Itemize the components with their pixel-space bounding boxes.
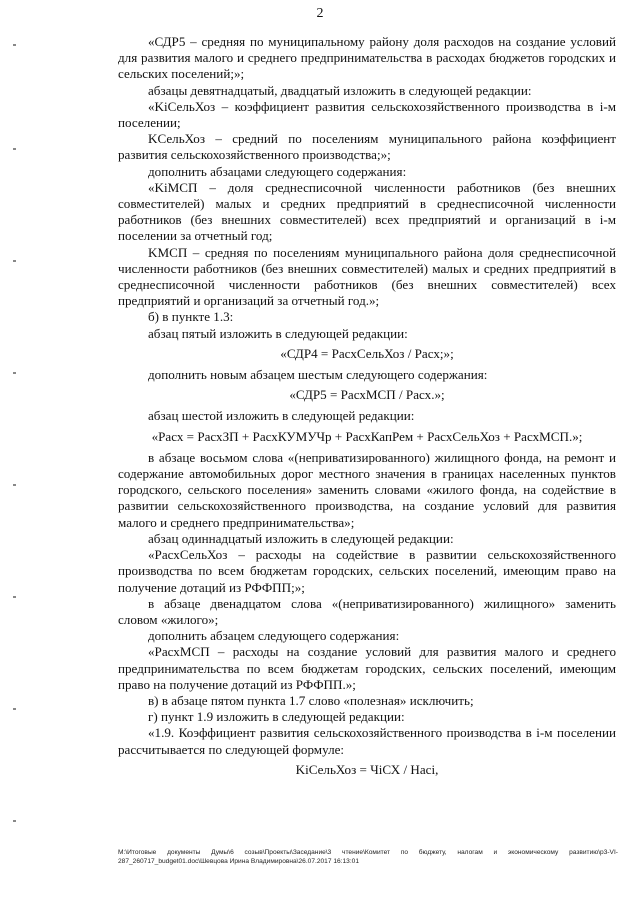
- paragraph-amend-5th: абзац пятый изложить в следующей редакции:: [148, 325, 408, 341]
- paragraph-amend-8th: в абзаце восьмом слова «(неприватизированного) жилищного фонда, на ремонт и содержание автомобильных дорог местного значения в границах населенных пунктов городского, сельского поселения» заменить словами «жилого фонда, на содействие в развитии сельскохозяйственного производства, на создание условий для развития малого и среднего предпринимательства»;: [118, 449, 616, 530]
- paragraph-add-6th: дополнить новым абзацем шестым следующего содержания:: [148, 367, 488, 383]
- paragraph-k-selkhoz-i: «KiСельХоз – коэффициент развития сельскохозяйственного производства в i-м поселении;: [118, 98, 616, 131]
- margin-mark: [13, 372, 16, 374]
- paragraph-add-one: дополнить абзацем следующего содержания:: [148, 628, 400, 644]
- paragraph-amend-19-20: абзацы девятнадцатый, двадцатый изложить в следующей редакции:: [148, 82, 532, 98]
- paragraph-amend-12th: в абзаце двенадцатом слова «(неприватизированного) жилищного» заменить словом «жилого»;: [118, 595, 616, 627]
- paragraph-rask-selkhoz: «РасхСельХоз – расходы на содействие в развитии сельскохозяйственного производства по всем бюджетам городских, сельских поселений, имеющим право на получение дотаций из РФФПП;»;: [118, 547, 616, 595]
- paragraph-k-msp-avg: KМСП – средняя по поселениям муниципального района доля среднесписочной численности работников (без внешних совместителей) малых и средних предприятий в среднесписочной численности работников (без внешних совместителей) всех предприятий и организаций за отчетный год.»;: [118, 244, 616, 309]
- margin-mark: [13, 260, 16, 262]
- formula-rask: «Расх = РасхЗП + РасхКУМУЧр + РасхКапРем + РасхСельХоз + РасхМСП.»;: [151, 428, 583, 444]
- margin-mark: [13, 484, 16, 486]
- margin-mark: [13, 596, 16, 598]
- paragraph-k-msp-i: «KiМСП – доля среднесписочной численности работников (без внешних совместителей) малых и средних предприятий в среднесписочной численности работников (без внешних совместителей) всех предприятий и организаций в i-м поселении за отчетный год;: [118, 179, 616, 244]
- formula-sdr5: «СДР5 = РасхМСП / Расх.»;: [289, 387, 445, 403]
- file-path-footer: M:\Итоговые документы Думы\6 созыв\Проекты\Заседание\3 чтение\Комитет по бюджету, налогам и экономическому развитию\р3-VI-287_260717_budget01.doc\Шевцова Ирина Владимировна\26.07.2017 16:13:01: [118, 849, 618, 865]
- paragraph-amend-11th: абзац одиннадцатый изложить в следующей редакции:: [148, 530, 454, 546]
- margin-mark: [13, 708, 16, 710]
- paragraph-point-1-3: б) в пункте 1.3:: [148, 309, 234, 325]
- formula-sdr4: «СДР4 = РасхСельХоз / Расх;»;: [280, 345, 454, 361]
- page-number: 2: [316, 6, 324, 21]
- paragraph-point-1-9: г) пункт 1.9 изложить в следующей редакции:: [148, 709, 405, 725]
- paragraph-point-1-7: в) в абзаце пятом пункта 1.7 слово «полезная» исключить;: [148, 692, 474, 708]
- paragraph-1-9-text: «1.9. Коэффициент развития сельскохозяйственного производства в i-м поселении рассчитывается по следующей формуле:: [118, 725, 616, 757]
- paragraph-k-selkhoz-avg: KСельХоз – средний по поселениям муниципального района коэффициент развития сельскохозяйственного производства;»;: [118, 131, 616, 163]
- paragraph-sdr5-definition: «СДР5 – средняя по муниципальному району доля расходов на создание условий для развития малого и среднего предпринимательства в расходах бюджетов городских и сельских поселений;»;: [118, 34, 616, 82]
- paragraph-add-paragraphs: дополнить абзацами следующего содержания:: [148, 163, 407, 179]
- margin-mark: [13, 148, 16, 150]
- paragraph-amend-6th: абзац шестой изложить в следующей редакции:: [148, 408, 415, 424]
- margin-mark: [13, 44, 16, 46]
- margin-mark: [13, 820, 16, 822]
- formula-k-selkhoz: KiСельХоз = ЧiСХ / Насi,: [295, 761, 439, 777]
- document-body: [118, 34, 616, 783]
- paragraph-rask-msp: «РасхМСП – расходы на создание условий для развития малого и среднего предпринимательства по всем бюджетам городских, сельских поселений, имеющим право на получение дотаций из РФФПП.»;: [118, 644, 616, 692]
